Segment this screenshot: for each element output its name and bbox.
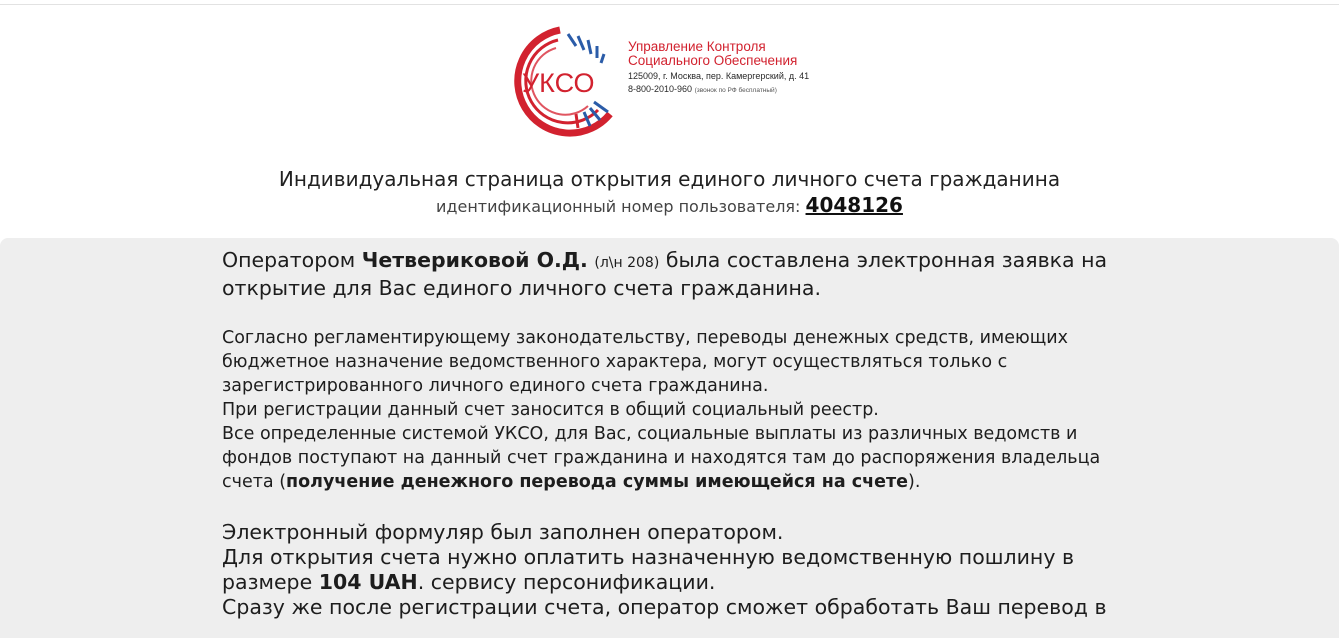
regulation-line3-suffix: ). [908, 472, 921, 492]
org-phone-line [628, 83, 858, 97]
user-id-value: 4048126 [805, 193, 903, 217]
logo-abbr: УКСО [522, 68, 595, 98]
org-address: 125009, г. Москва, пер. Камергерский, д. 41 [628, 71, 810, 81]
payment-line2-prefix: Для открытия счета нужно оплатить назначенную ведомственную пошлину в размере [222, 545, 1075, 594]
page-title: Индивидуальная страница открытия единого личного счета гражданина [278, 167, 1061, 191]
regulation-line3-bold: получение денежного перевода суммы имеющейся на счете [286, 472, 909, 492]
regulation-paragraph [222, 326, 1142, 494]
intro-paragraph [222, 248, 1142, 301]
ukso-logo [498, 26, 848, 138]
payment-paragraph [222, 520, 1142, 620]
regulation-line3-prefix: Все определенные системой УКСО, для Вас, социальные выплаты из различных ведомств и фондов поступают на данный счет гражданина и находятся там до распоряжения владельца счета ( [222, 424, 1101, 492]
payment-line1: Электронный формуляр был заполнен оператором. [222, 520, 784, 544]
payment-line3: Сразу же после регистрации счета, оператор сможет обработать Ваш перевод в [222, 595, 1107, 619]
top-divider [0, 4, 1339, 5]
operator-license: (л\н 208) [594, 255, 660, 271]
org-name-line1: Управление Контроля [628, 39, 766, 54]
org-phone-note: (звонок по РФ бесплатный) [694, 87, 777, 94]
content-body [222, 248, 1142, 620]
org-phone: 8-800-2010-960 [628, 84, 693, 94]
org-name-line2: Социального Обеспечения [628, 53, 798, 68]
user-id-line [0, 193, 1339, 217]
intro-suffix: была составлена электронная заявка на открытие для Вас единого личного счета гражданина. [222, 248, 1108, 300]
payment-line2-suffix: . сервису персонификации. [417, 570, 716, 594]
regulation-line1: Согласно регламентирующему законодательству, переводы денежных средств, имеющих бюджетное назначение ведомственного характера, могут осуществляться только с зарегистрированного личного единого счета гражданина. [222, 328, 1068, 396]
content-panel [0, 238, 1339, 638]
fee-amount: 104 UAH [318, 570, 418, 594]
logo-text-block [628, 40, 858, 97]
regulation-line2: При регистрации данный счет заносится в общий социальный реестр. [222, 400, 879, 420]
intro-prefix: Оператором [222, 248, 356, 272]
user-id-label: идентификационный номер пользователя: [436, 197, 801, 216]
ukso-emblem-icon [498, 26, 628, 138]
operator-name: Четвериковой О.Д. [361, 248, 588, 272]
